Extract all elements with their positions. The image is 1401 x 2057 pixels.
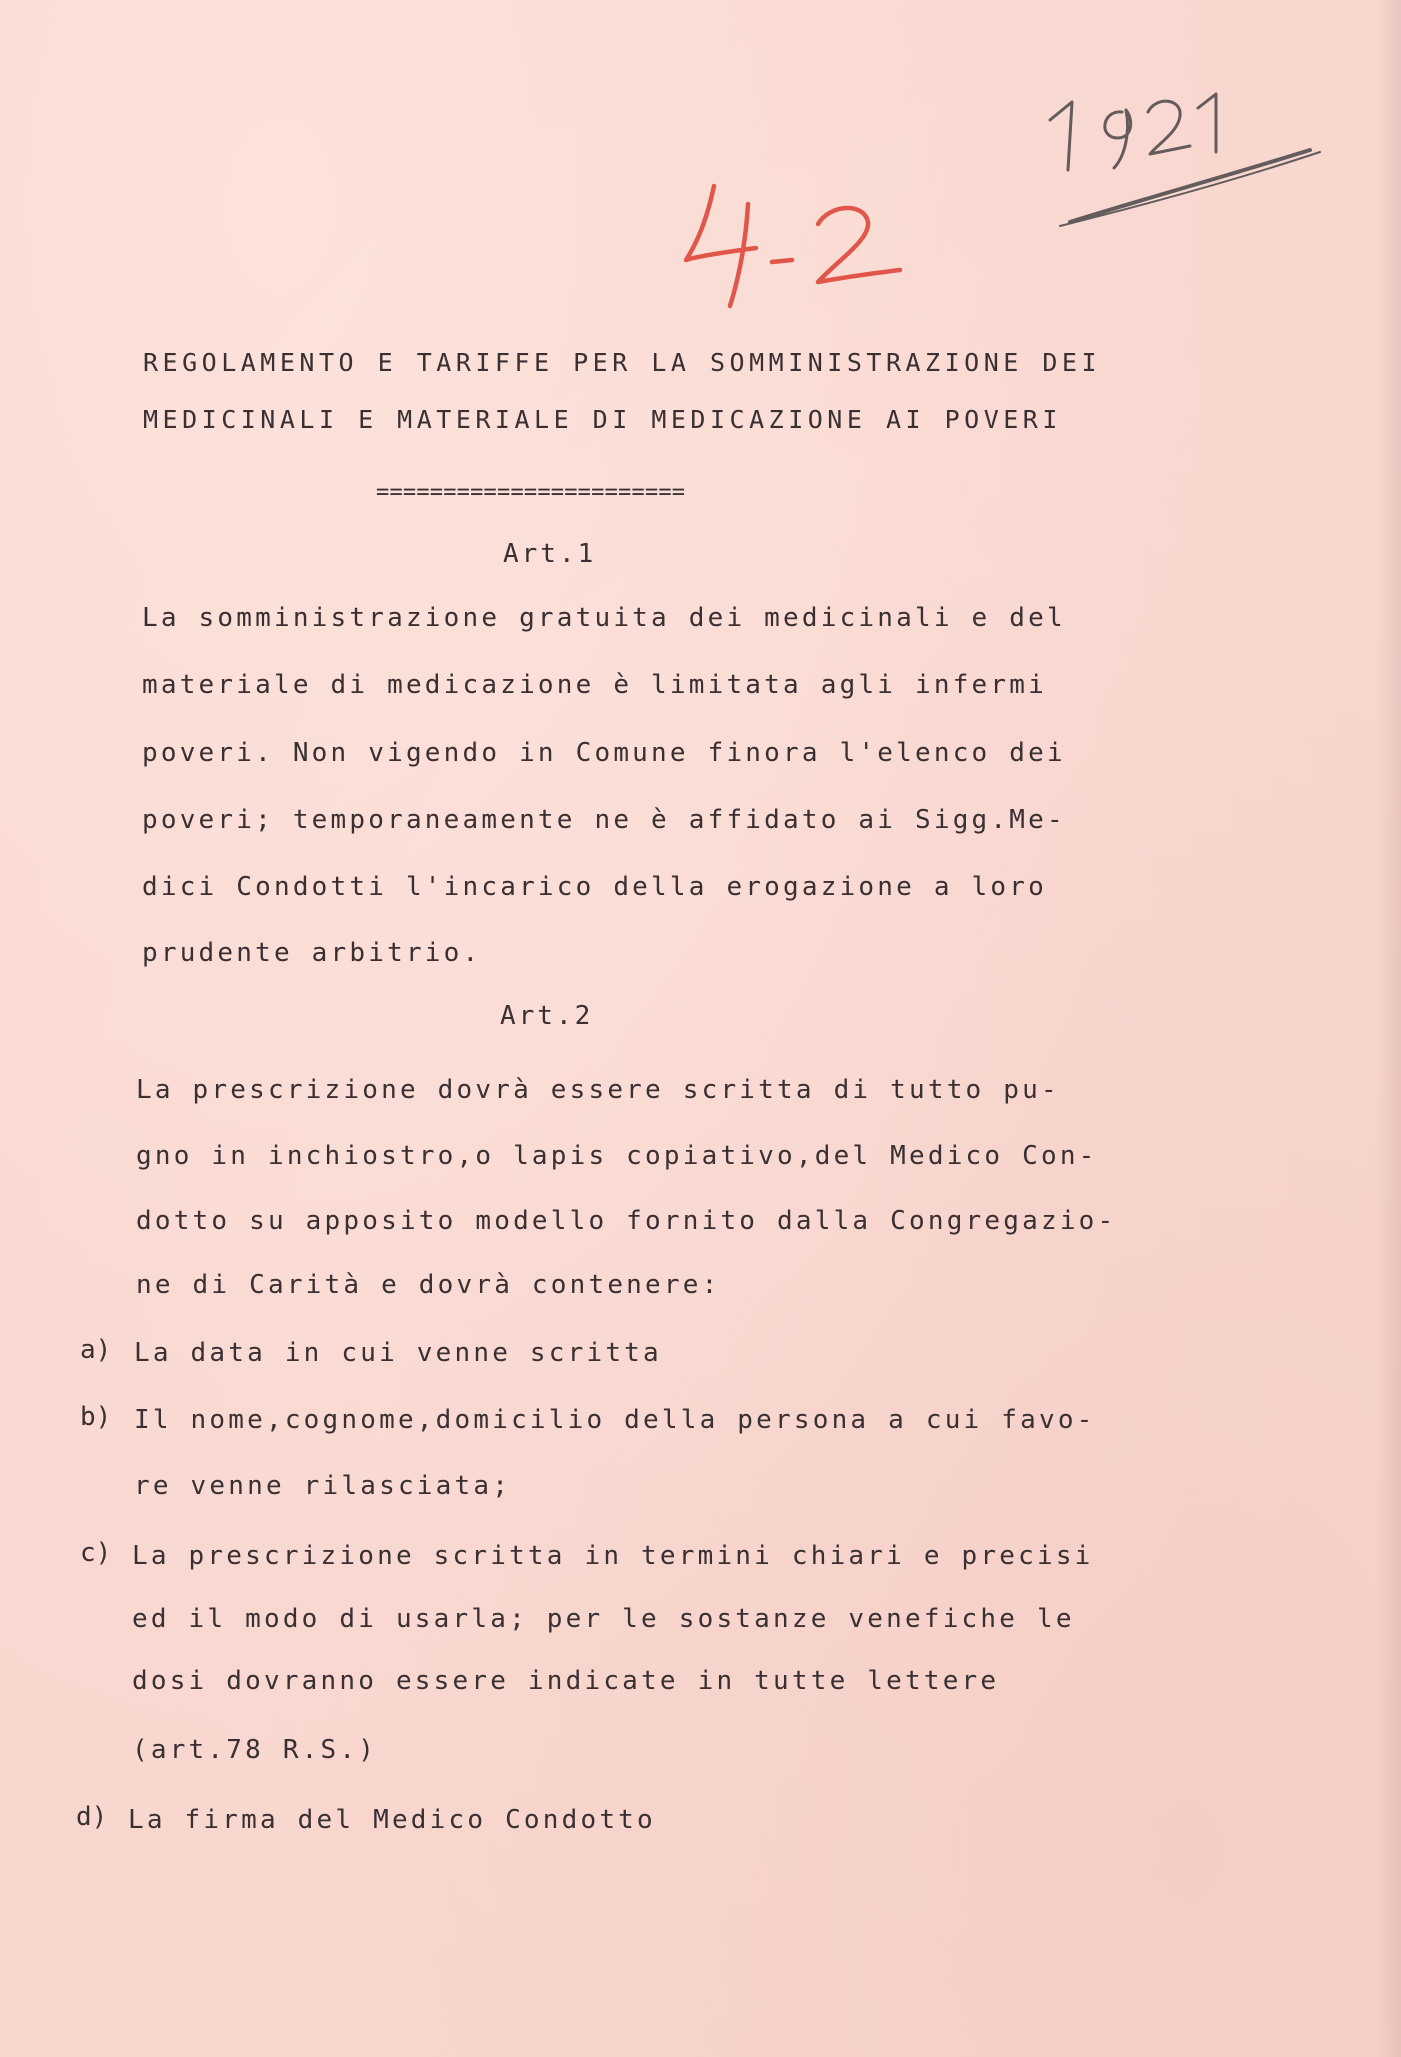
item-c-label: c) xyxy=(80,1538,112,1568)
document-title-line-2: MEDICINALI E MATERIALE DI MEDICAZIONE AI POVERI xyxy=(143,405,1062,434)
item-a-line-1: La data in cui venne scritta xyxy=(134,1338,662,1368)
item-d-label: d) xyxy=(76,1802,108,1832)
item-c-line-3: dosi dovranno essere indicate in tutte lettere xyxy=(132,1666,1000,1696)
red-number-text xyxy=(918,178,919,179)
article-1-line-3: poveri. Non vigendo in Comune finora l'elenco dei xyxy=(142,738,1066,768)
article-1-heading: Art.1 xyxy=(503,539,597,569)
article-1-line-4: poveri; temporaneamente ne è affidato ai Sigg.Me- xyxy=(142,805,1066,835)
item-c-line-4: (art.78 R.S.) xyxy=(132,1735,378,1765)
article-1-line-1: La somministrazione gratuita dei medicinali e del xyxy=(142,603,1066,633)
title-underline-rule: ======================= xyxy=(376,480,686,505)
item-c-line-2: ed il modo di usarla; per le sostanze venefiche le xyxy=(132,1604,1075,1634)
item-b-line-1: Il nome,cognome,domicilio della persona a cui favo- xyxy=(134,1405,1096,1435)
article-1-line-2: materiale di medicazione è limitata agli infermi xyxy=(142,670,1047,700)
article-2-line-2: gno in inchiostro,o lapis copiativo,del Medico Con- xyxy=(136,1141,1098,1171)
item-b-label: b) xyxy=(80,1402,112,1432)
item-d-line-1: La firma del Medico Condotto xyxy=(128,1805,656,1835)
pencil-year-annotation xyxy=(1030,50,1350,240)
article-1-line-5: dici Condotti l'incarico della erogazione a loro xyxy=(142,872,1047,902)
item-c-line-1: La prescrizione scritta in termini chiari e precisi xyxy=(132,1541,1094,1571)
red-number-annotation xyxy=(668,178,918,318)
article-2-line-3: dotto su apposito modello fornito dalla Congregazio- xyxy=(136,1206,1117,1236)
item-b-line-2: re venne rilasciata; xyxy=(134,1471,512,1501)
pencil-year-text xyxy=(1350,50,1351,51)
article-2-line-1: La prescrizione dovrà essere scritta di tutto pu- xyxy=(136,1075,1060,1105)
article-2-line-4: ne di Carità e dovrà contenere: xyxy=(136,1270,721,1300)
article-2-heading: Art.2 xyxy=(500,1001,594,1031)
document-title-line-1: REGOLAMENTO E TARIFFE PER LA SOMMINISTRAZIONE DEI xyxy=(143,348,1102,377)
item-a-label: a) xyxy=(80,1335,112,1365)
page-edge-shadow xyxy=(1377,0,1401,2057)
article-1-line-6: prudente arbitrio. xyxy=(142,938,482,968)
